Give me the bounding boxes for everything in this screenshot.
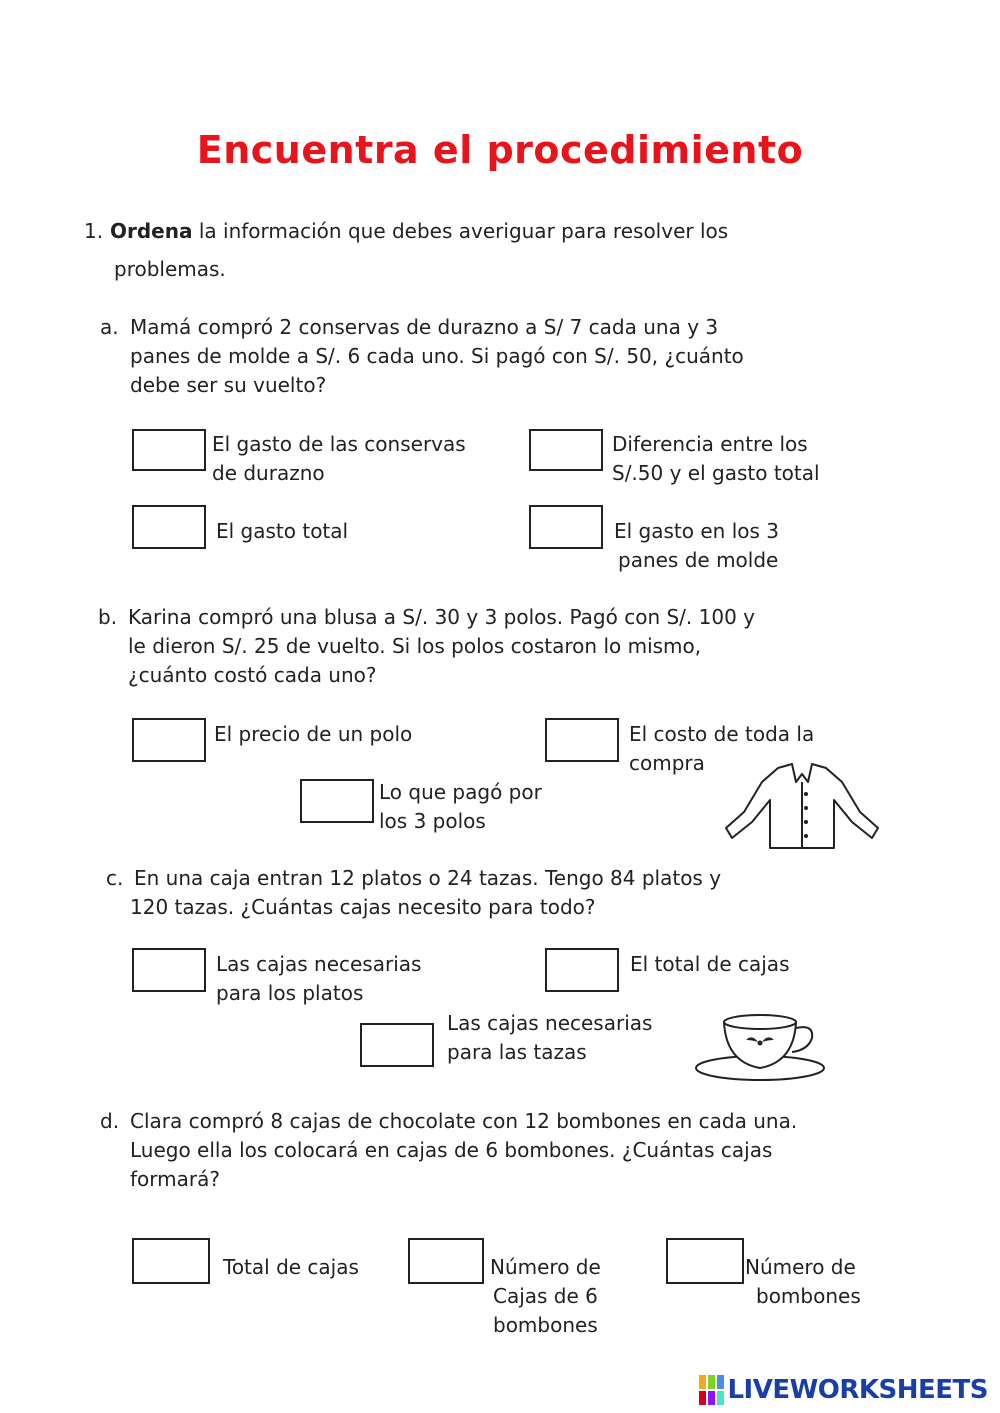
problem-line: le dieron S/. 25 de vuelto. Si los polos costaron lo mismo, (128, 634, 702, 658)
option-line: El precio de un polo (214, 722, 413, 746)
option-line: Total de cajas (223, 1255, 359, 1279)
option-line: para los platos (216, 981, 364, 1005)
answer-box[interactable] (529, 505, 603, 549)
answer-box[interactable] (408, 1238, 484, 1284)
answer-box[interactable] (545, 948, 619, 992)
option-label (379, 778, 542, 836)
option-label (216, 950, 421, 1008)
instruction (84, 212, 844, 288)
problem-line: panes de molde a S/. 6 cada uno. Si pagó con S/. 50, ¿cuánto (130, 344, 744, 368)
answer-box[interactable] (666, 1238, 744, 1284)
problem-line: Clara compró 8 cajas de chocolate con 12 bombones en cada una. (130, 1109, 798, 1133)
blouse-illustration (720, 760, 885, 852)
option-line: Las cajas necesarias (216, 952, 422, 976)
option-line: El costo de toda la (629, 722, 815, 746)
option-label (630, 950, 789, 979)
answer-box[interactable] (300, 779, 374, 823)
option-label (614, 517, 779, 575)
option-line: El gasto de las conservas (212, 432, 466, 456)
liveworksheets-brand: LIVEWORKSHEETS (727, 1375, 988, 1405)
answer-box[interactable] (360, 1023, 434, 1067)
answer-box[interactable] (132, 948, 206, 992)
option-line: S/.50 y el gasto total (612, 461, 820, 485)
problem-line: Karina compró una blusa a S/. 30 y 3 polos. Pagó con S/. 100 y (128, 605, 755, 629)
option-label (216, 517, 348, 546)
liveworksheets-icon (699, 1375, 725, 1405)
problem-letter: a. (100, 315, 119, 339)
answer-box[interactable] (132, 505, 206, 549)
answer-box[interactable] (132, 429, 206, 471)
instruction-number: 1. (84, 219, 104, 243)
option-label (612, 430, 820, 488)
problem-b (98, 603, 918, 690)
option-line: para las tazas (447, 1040, 587, 1064)
problem-line: Luego ella los colocará en cajas de 6 bombones. ¿Cuántas cajas (130, 1138, 773, 1162)
liveworksheets-logo (699, 1375, 988, 1405)
page-title: Encuentra el procedimiento (196, 128, 804, 172)
option-line: Lo que pagó por (379, 780, 542, 804)
option-line: El gasto total (216, 519, 349, 543)
option-line: bombones (756, 1284, 861, 1308)
answer-box[interactable] (529, 429, 603, 471)
option-label (490, 1253, 601, 1340)
option-line: Número de (745, 1255, 856, 1279)
problem-line: formará? (130, 1167, 220, 1191)
problem-a (100, 313, 920, 400)
option-line: compra (629, 751, 705, 775)
option-line: Las cajas necesarias (447, 1011, 653, 1035)
option-line: los 3 polos (379, 809, 486, 833)
option-line: El total de cajas (630, 952, 790, 976)
instruction-text: la información que debes averiguar para resolver los (192, 219, 729, 243)
problem-line: En una caja entran 12 platos o 24 tazas. Tengo 84 platos y (134, 866, 722, 890)
answer-box[interactable] (132, 1238, 210, 1284)
option-line: Número de (490, 1255, 601, 1279)
problem-letter: b. (98, 605, 118, 629)
option-label (223, 1253, 359, 1282)
problem-letter: d. (100, 1109, 120, 1133)
option-line: Diferencia entre los (612, 432, 808, 456)
problem-d (100, 1107, 960, 1194)
instruction-line2: problemas. (114, 257, 226, 281)
option-line: panes de molde (618, 548, 779, 572)
problem-line: debe ser su vuelto? (130, 373, 327, 397)
instruction-bold: Ordena (110, 219, 193, 243)
option-line: bombones (493, 1313, 598, 1337)
option-label (745, 1253, 861, 1311)
problem-line: 120 tazas. ¿Cuántas cajas necesito para todo? (130, 895, 596, 919)
option-label (447, 1009, 652, 1067)
problem-letter: c. (106, 866, 124, 890)
problem-c (106, 864, 926, 922)
problem-line: ¿cuánto costó cada uno? (128, 663, 377, 687)
option-line: Cajas de 6 (493, 1284, 598, 1308)
teacup-illustration (690, 1010, 830, 1085)
answer-box[interactable] (132, 718, 206, 762)
option-label (212, 430, 466, 488)
option-line: El gasto en los 3 (614, 519, 779, 543)
answer-box[interactable] (545, 718, 619, 762)
problem-line: Mamá compró 2 conservas de durazno a S/ 7 cada una y 3 (130, 315, 719, 339)
option-line: de durazno (212, 461, 325, 485)
option-label (214, 720, 412, 749)
